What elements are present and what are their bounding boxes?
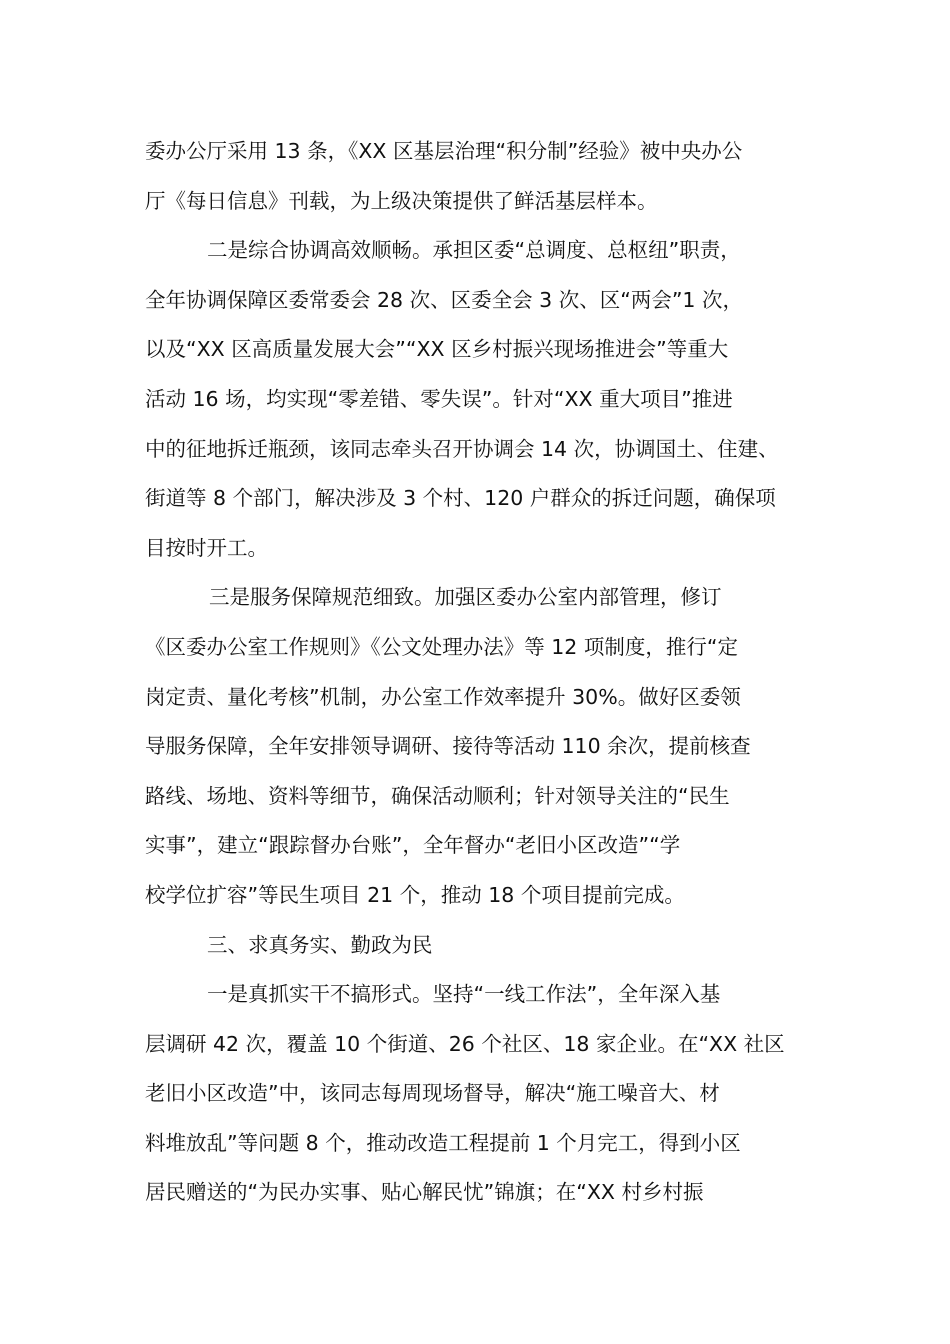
text-line: 委办公厅采用 13 条，《XX 区基层治理“积分制”经验》被中央办公 xyxy=(145,139,743,163)
text-line: 老旧小区改造”中，该同志每周现场督导，解决“施工噪音大、材 xyxy=(145,1081,720,1106)
paragraph-heading-line: 二是综合协调高效顺畅。承担区委“总调度、总枢纽”职责， xyxy=(207,238,741,263)
section-heading: 三、求真务实、勤政为民 xyxy=(207,932,433,957)
text-line: 层调研 42 次，覆盖 10 个街道、26 个社区、18 家企业。在“XX 社区 xyxy=(145,1031,785,1056)
text-line: 以及“XX 区高质量发展大会”“XX 区乡村振兴现场推进会”等重大 xyxy=(145,337,729,362)
text-line: 街道等 8 个部门，解决涉及 3 个村、120 户群众的拆迁问题，确保项 xyxy=(145,486,776,511)
text-line: 目按时开工。 xyxy=(145,535,268,560)
text-line: 中的征地拆迁瓶颈，该同志牵头召开协调会 14 次，协调国土、住建、 xyxy=(145,436,779,461)
text-line: 实事”，建立“跟踪督办台账”，全年督办“老旧小区改造”“学 xyxy=(145,833,681,858)
text-line: 岗定责、量化考核”机制，办公室工作效率提升 30%。做好区委领 xyxy=(145,684,741,709)
text-line: 《区委办公室工作规则》《公文处理办法》等 12 项制度，推行“定 xyxy=(145,634,738,659)
text-line: 全年协调保障区委常委会 28 次、区委全会 3 次、区“两会”1 次， xyxy=(145,287,743,312)
text-line: 导服务保障，全年安排领导调研、接待等活动 110 余次，提前核查 xyxy=(145,734,751,759)
text-line: 活动 16 场，均实现“零差错、零失误”。针对“XX 重大项目”推进 xyxy=(145,386,733,411)
text-line: 料堆放乱”等问题 8 个，推动改造工程提前 1 个月完工，得到小区 xyxy=(145,1130,741,1155)
paragraph-heading-line: 三是服务保障规范细致。加强区委办公室内部管理，修订 xyxy=(209,585,722,610)
text-line: 校学位扩容”等民生项目 21 个，推动 18 个项目提前完成。 xyxy=(145,882,685,907)
text-line: 路线、场地、资料等细节，确保活动顺利；针对领导关注的“民生 xyxy=(145,783,730,808)
paragraph-heading-line: 一是真抓实干不搞形式。坚持“一线工作法”，全年深入基 xyxy=(207,982,721,1007)
text-line: 厅《每日信息》刊载，为上级决策提供了鲜活基层样本。 xyxy=(145,188,658,213)
document-body xyxy=(145,127,825,1218)
text-line: 居民赠送的“为民办实事、贴心解民忧”锦旗；在“XX 村乡村振 xyxy=(145,1180,704,1205)
